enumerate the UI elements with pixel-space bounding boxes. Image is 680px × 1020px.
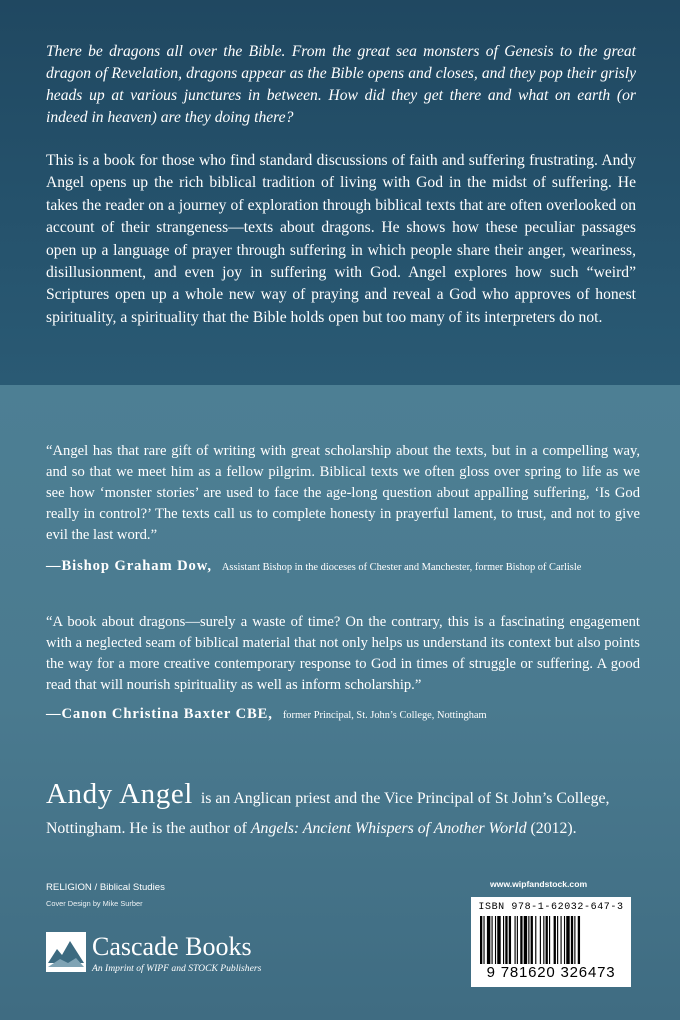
subject-category: RELIGION / Biblical Studies <box>46 882 165 893</box>
description-paragraph: This is a book for those who find standard discussions of faith and suffering frustrating. Andy Angel opens up the rich biblical tradition of living with God in the midst of suffering. He takes the reader on a journey of exploration through biblical texts that are often overlooked on account of their strangeness—texts about dragons. He shows how these peculiar passages open up a language of prayer through suffering in which people share their anger, weariness, disillusionment, and even joy in suffering with God. Angel explores how such “weird” Scriptures open up a whole new way of praying and reveal a God who approves of honest spirituality, a spirituality that the Bible holds open but too many of its interpreters do not. <box>46 152 636 326</box>
endorser-name: —Bishop Graham Dow, <box>46 558 212 574</box>
publisher-name: Cascade Books <box>92 932 252 961</box>
author-bio-text: is an Anglican priest and the Vice Principal of St John’s College, Nottingham. He is the author of <box>46 790 610 837</box>
author-name: Andy Angel <box>46 778 193 810</box>
endorsement-attribution-1 <box>46 557 581 577</box>
ean-number: 9 781620 326473 <box>486 964 616 981</box>
intro-paragraph: There be dragons all over the Bible. From the great sea monsters of Genesis to the great dragon of Revelation, dragons appear as the Bible opens and closes, and they pop their grisly heads up at various junctures in between. How did they get there and what on earth (or indeed in heaven) are they doing there? <box>46 43 636 126</box>
isbn-barcode <box>471 897 631 987</box>
endorsement-quote-2: “A book about dragons—surely a waste of time? On the contrary, this is a fascinating engagement with a neglected seam of biblical material that not only helps us understand its context but also points the way for a more creative contemporary response to God in times of struggle or suffering. A good read that will nourish spirituality as well as inform scholarship.” <box>46 614 640 693</box>
author-previous-book: Angels: Ancient Whispers of Another World <box>250 820 527 837</box>
mountain-logo-icon <box>46 932 86 972</box>
publisher-website: www.wipfandstock.com <box>490 879 588 889</box>
endorsement-quote-1: “Angel has that rare gift of writing with great scholarship about the texts, but in a compelling way, and so that we meet him as a fellow pilgrim. Biblical texts we often gloss over spring to life as we see how ‘monster stories’ are used to face the age-long question about appalling suffering, ‘Is God really in control?’ The texts call us to complete honesty in prayerful lament, to trust, and not to give evil the last word.” <box>46 443 640 543</box>
author-bio-end: (2012). <box>526 820 577 837</box>
author-bio <box>46 779 636 844</box>
cover-design-credit: Cover Design by Mike Surber <box>46 899 143 908</box>
publisher-tagline: An Imprint of WIPF and STOCK Publishers <box>92 963 262 974</box>
isbn-number: ISBN 978-1-62032-647-3 <box>478 902 624 913</box>
endorser-role: former Principal, St. John’s College, Nottingham <box>282 710 487 721</box>
publisher-logo <box>46 932 296 977</box>
barcode-icon <box>480 916 622 964</box>
endorsement-attribution-2 <box>46 705 487 725</box>
endorser-role: Assistant Bishop in the dioceses of Chester and Manchester, former Bishop of Carlisle <box>221 562 582 573</box>
endorser-name: —Canon Christina Baxter CBE, <box>46 706 273 722</box>
